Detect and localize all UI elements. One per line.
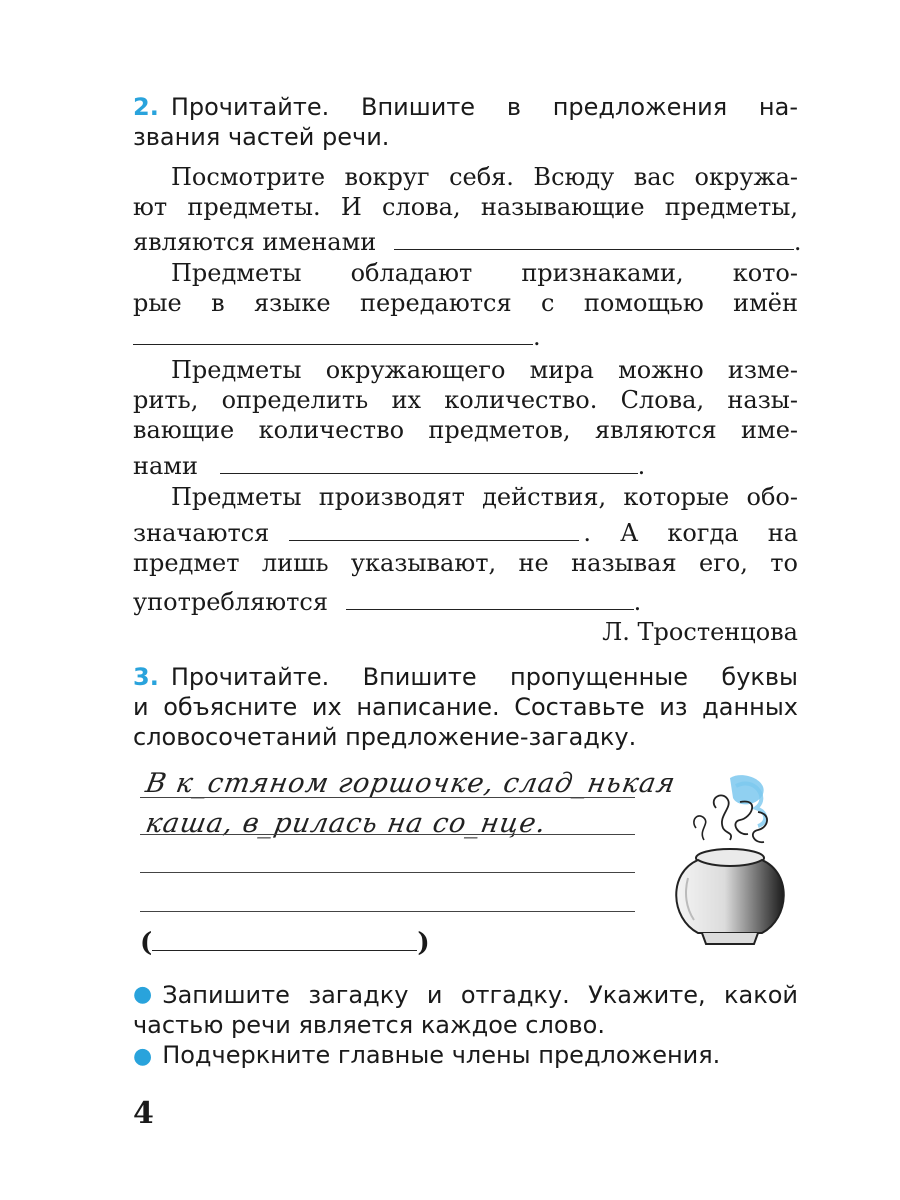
answer-blank-adjectives[interactable]	[133, 322, 533, 345]
bullet-dot-icon: ●	[133, 1044, 153, 1069]
answer-blank-verbs[interactable]	[289, 518, 579, 541]
pot-illustration	[668, 768, 803, 948]
bullet-2-text: Подчеркните главные члены предложения.	[162, 1041, 721, 1069]
handwriting-line-2: каша, в_рилась на со_нце.	[143, 808, 549, 839]
bullet-1-line2: частью речи является каждое слово.	[133, 1011, 605, 1039]
task3-number: 3.	[133, 663, 159, 691]
text-line-2: ют предметы. И слова, называющие предметы,	[133, 193, 798, 221]
answer-blank-numerals[interactable]	[220, 451, 638, 474]
bullet-1-line1	[133, 980, 798, 1010]
bullet-dot-icon: ●	[133, 982, 153, 1007]
pot-body	[676, 860, 784, 933]
text-line-9: вающие количество предметов, являются име-	[133, 416, 798, 444]
answer-blank-nouns[interactable]	[394, 227, 794, 250]
text-line-12-post: . А когда на	[583, 519, 798, 547]
task2-instruction-line2: звания частей речи.	[133, 123, 390, 151]
task3-line1-text: Прочитайте. Впишите пропущенные буквы	[170, 663, 798, 691]
text-line-13: предмет лишь указывают, не называя его, то	[133, 549, 798, 577]
paren-close: )	[417, 928, 430, 958]
text-line-12-pre: значаются	[133, 519, 270, 547]
task3-instruction-line2: и объясните их написание. Составьте из данных	[133, 693, 798, 721]
page-number: 4	[133, 1096, 154, 1131]
text-line-10-pre: нами	[133, 452, 198, 480]
text-line-10	[133, 451, 798, 481]
period: .	[637, 452, 646, 480]
text-line-11: Предметы производят действия, которые обо-	[171, 483, 798, 511]
writing-line-1	[140, 797, 635, 798]
text-line-14-pre: употребляются	[133, 588, 328, 616]
text-line-3	[133, 227, 802, 257]
steam-wisp	[714, 795, 731, 840]
bullet-1-text: Запишите загадку и отгадку. Укажите, какой	[162, 981, 798, 1009]
answer-blank-riddle[interactable]	[152, 926, 417, 951]
bullet-2	[133, 1040, 798, 1072]
text-line-1: Посмотрите вокруг себя. Всюду вас окружа-	[171, 163, 798, 191]
task2-instruction-line1	[133, 92, 798, 122]
period: .	[533, 323, 541, 351]
period: .	[633, 588, 642, 616]
text-line-3-pre: являются именами	[133, 228, 377, 256]
text-line-7: Предметы окружающего мира можно изме-	[171, 356, 798, 384]
task3-instruction-line1	[133, 662, 798, 692]
writing-line-3[interactable]	[140, 872, 635, 873]
answer-parentheses	[140, 926, 430, 958]
task2-number: 2.	[133, 93, 159, 121]
handwriting-line-1: В к_стяном горшочке, слад_нькая	[143, 768, 679, 799]
answer-blank-pronouns[interactable]	[346, 587, 634, 610]
author-name: Л. Тростенцова	[602, 618, 798, 646]
writing-line-4[interactable]	[140, 911, 635, 912]
text-line-5: рые в языке передаются с помощью имён	[133, 289, 798, 317]
text-line-8: рить, определить их количество. Слова, назы-	[133, 386, 798, 414]
writing-line-2[interactable]	[140, 834, 635, 835]
task3-instruction-line3: словосочетаний предложение-загадку.	[133, 723, 637, 751]
text-line-6	[133, 322, 798, 352]
task2-line1-text: Прочитайте. Впишите в предложения на-	[170, 93, 798, 121]
period: .	[793, 228, 802, 256]
paren-open: (	[140, 928, 153, 958]
text-line-14	[133, 587, 798, 617]
text-line-12	[133, 518, 798, 548]
text-line-4: Предметы обладают признаками, кото-	[171, 259, 798, 287]
